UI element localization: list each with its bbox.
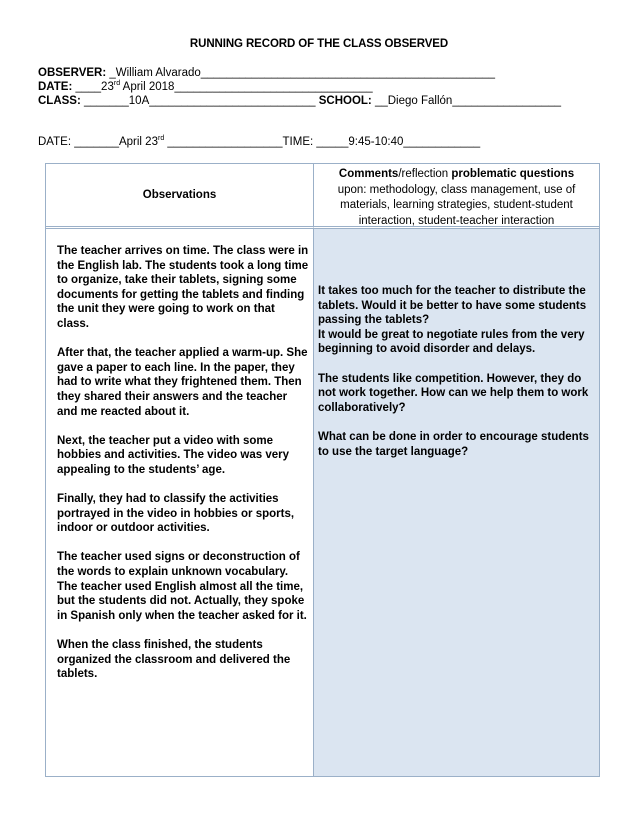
comment-paragraph: What can be done in order to encourage students to use the target language?: [318, 430, 589, 458]
comments-header-cell: [314, 164, 599, 229]
observer-label: OBSERVER:: [38, 67, 107, 79]
observation-paragraph: The teacher used signs or deconstruction of the words to explain unknown vocabulary. The teacher used English almost all the time, but the students did not. Actually, they spoke in Spanish only when the teacher asked for it.: [57, 551, 307, 622]
observation-paragraph: After that, the teacher applied a warm-up. She gave a paper to each line. In the paper, they had to write what they frightened them. Then they shared their answers and the teacher and me reacted about it.: [57, 347, 308, 418]
school-label: SCHOOL:: [318, 95, 372, 107]
class-value: _______10A__________________________: [80, 95, 319, 107]
comments-header-bold2: problematic questions: [451, 168, 575, 180]
observations-text: [57, 244, 309, 696]
date-line: [38, 80, 373, 94]
comments-header-bold1: Comments: [338, 168, 399, 180]
date-value-post: April 2018_______________________________: [120, 81, 373, 93]
comments-cell: [314, 229, 599, 776]
observer-value: _William Alvarado______________________________________________: [106, 67, 495, 79]
observation-paragraph: Next, the teacher put a video with some hobbies and activities. The video was very appealing to the students’ age.: [57, 434, 289, 476]
comments-text: [318, 284, 594, 474]
class-label: CLASS:: [38, 95, 81, 107]
comment-paragraph: The students like competition. However, they do not work together. How can we help them to work collaboratively?: [318, 372, 589, 414]
observation-table: [45, 163, 600, 777]
date2-value-post: __________________TIME: _____9:45-10:40____________: [164, 136, 481, 148]
observation-paragraph: When the class finished, the students organized the classroom and delivered the tablets.: [57, 639, 291, 681]
date2-value-pre: DATE: _______April 23: [38, 136, 158, 148]
document-title: RUNNING RECORD OF THE CLASS OBSERVED: [189, 38, 449, 50]
class-line: [38, 94, 561, 108]
date-time-line: [38, 135, 480, 149]
comment-paragraph: It takes too much for the teacher to distribute the tablets. Would it be better to have some students passing the tablets?: [318, 285, 587, 327]
observations-cell: [46, 229, 314, 776]
observations-header: Observations: [142, 189, 217, 201]
comments-header-mid: /reflection: [398, 168, 452, 180]
date2-ordinal: rd: [157, 135, 165, 143]
school-value: __Diego Fallón_________________: [371, 95, 562, 107]
comments-header: [320, 167, 593, 229]
observation-paragraph: The teacher arrives on time. The class were in the English lab. The students took a long time to organize, take their tablets, signing some documents for getting the tablets and finding the unit they were going to work on that class.: [57, 245, 309, 330]
observation-paragraph: Finally, they had to classify the activities portrayed in the video in hobbies or sports, indoor or outdoor activities.: [57, 493, 295, 535]
comment-paragraph: It would be great to negotiate rules from the very beginning to avoid disorder and delays.: [318, 328, 585, 356]
observations-header-cell: [46, 164, 314, 229]
comments-header-rest: upon: methodology, class management, use of materials, learning strategies, student-student interaction, student-teacher interaction: [337, 183, 576, 227]
date-ordinal: rd: [113, 80, 121, 88]
date-value-pre: ____23: [72, 81, 114, 93]
observer-line: [38, 66, 495, 80]
date-label: DATE:: [38, 81, 73, 93]
